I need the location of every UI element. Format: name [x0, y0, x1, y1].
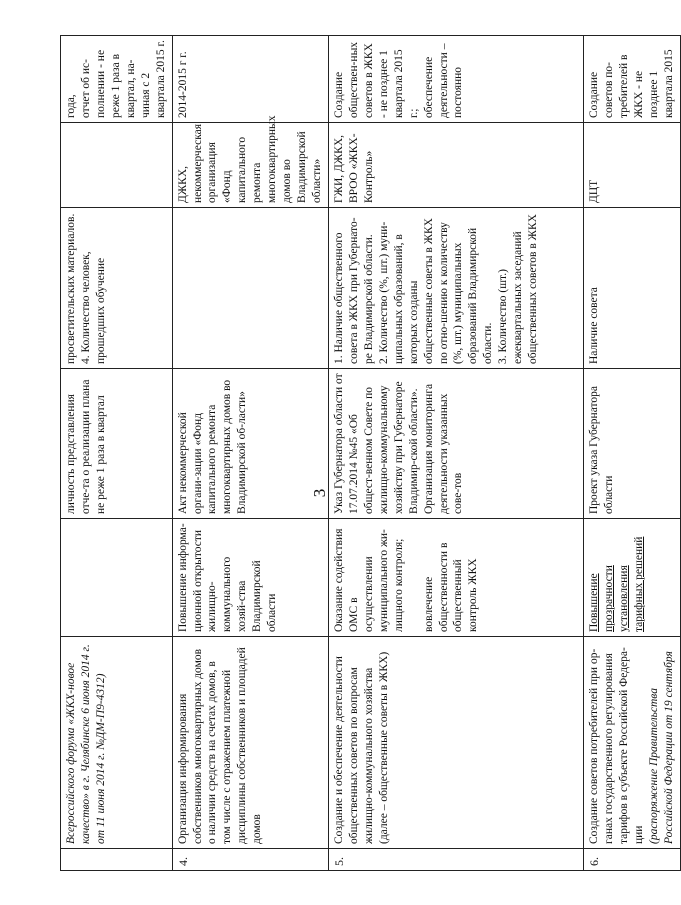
indicator-cell: 1. Наличие общественного совета в ЖКХ при Губернато-ре Владимирской области. 2. Количество (%, шт.) муни-ципальных образований, в которых созданы общественные советы в ЖКХ по отно-шению к количеству (%, шт.) муниципальных образований Владимирской области. 3. Количество (шт.) ежеквартальных заседаний общественных советов в ЖКХ: [328, 208, 583, 369]
action-plan-table: [60, 35, 681, 871]
event-cell: [583, 637, 680, 849]
row-number: 4.: [172, 849, 328, 871]
document-cell: Акт некоммерческой органи-зации «Фонд капитального ремонта многоквартирных домов во Владимирской об-ласти»: [172, 369, 328, 519]
indicator-cell: Наличие совета: [583, 208, 680, 369]
table-row: [61, 36, 173, 871]
event-main-text: Создание советов потребителей при ор-ганах государственного регулирования тарифов в субъекте Российской Федера-ции: [587, 647, 645, 844]
document-cell: Проект указа Губернатора области: [583, 369, 680, 519]
table-row: [172, 36, 328, 871]
deadline-cell: 2014-2015 г г.: [172, 36, 328, 123]
rotated-page-content: [60, 36, 675, 871]
indicator-cell: [172, 208, 328, 369]
row-number: 5.: [328, 849, 583, 871]
document-cell: личность представления отче-та о реализации плана не реже 1 раза в квартал: [61, 369, 173, 519]
responsible-cell: ГЖИ, ДЖКХ, ВРОО «ЖКХ-Контроль»: [328, 123, 583, 208]
deadline-cell: года, отчет об ис-полнении - не реже 1 раза в квартал, на-чиная с 2 квартала 2015 г.: [61, 36, 173, 123]
goal-cell: Повышение прозрачности установления тарифных решений: [583, 519, 680, 637]
event-cell: Создание и обеспечение деятельности общественных советов по вопросам жилищно-коммунального хозяйства (далее – общественные советы в ЖКХ): [328, 637, 583, 849]
goal-cell: [61, 519, 173, 637]
table-row: [583, 36, 680, 871]
deadline-cell: Создание обществен-ных советов в ЖКХ - не позднее 1 квартала 2015 г.; обеспечение деятельности – постоянно: [328, 36, 583, 123]
responsible-cell: ДЖКХ, некоммерческая организация «Фонд капитального ремонта многоквартирных домов во Владимирской области»: [172, 123, 328, 208]
responsible-cell: ДЦТ: [583, 123, 680, 208]
indicator-cell: просветительских материалов. 4. Количество человек, прошедших обучение: [61, 208, 173, 369]
deadline-cell: Создание советов по-требителей в ЖКХ - не позднее 1 квартала 2015: [583, 36, 680, 123]
table-viewport: [60, 36, 675, 871]
event-cell: Организация информирования собственников многоквартирных домов о наличии средств на счетах домов, в том числе с отражением платежной дисциплины собственников и площадей домов: [172, 637, 328, 849]
row-number: [61, 849, 173, 871]
document-cell: Указ Губернатора области от 17.07.2014 №45 «Об общест-венном Совете по жилищно-коммунальному хозяйству при Губернаторе Владимир-ской области». Организация мониторинга деятельности указанных сове-тов: [328, 369, 583, 519]
event-note-text: (распоряжение Правительства Российской Федерации от 19 сентября: [647, 651, 675, 844]
event-cell: Всероссийского форума «ЖКХ-новое качество» в г. Челябинске 6 июня 2014 г. от 11 июня 2014 г. №ДМ-П9-4312): [61, 637, 173, 849]
row-number: 6.: [583, 849, 680, 871]
goal-cell: Оказание содействия ОМС в осуществлении муниципального жи-лищного контроля; вовлечение общественности в общественный контроль ЖКХ: [328, 519, 583, 637]
page-number: 3: [310, 488, 329, 498]
table-row: [328, 36, 583, 871]
responsible-cell: [61, 123, 173, 208]
goal-cell: Повышение информа-ционной открытости жилищно-коммунального хозяй-ства Владимирской области: [172, 519, 328, 637]
